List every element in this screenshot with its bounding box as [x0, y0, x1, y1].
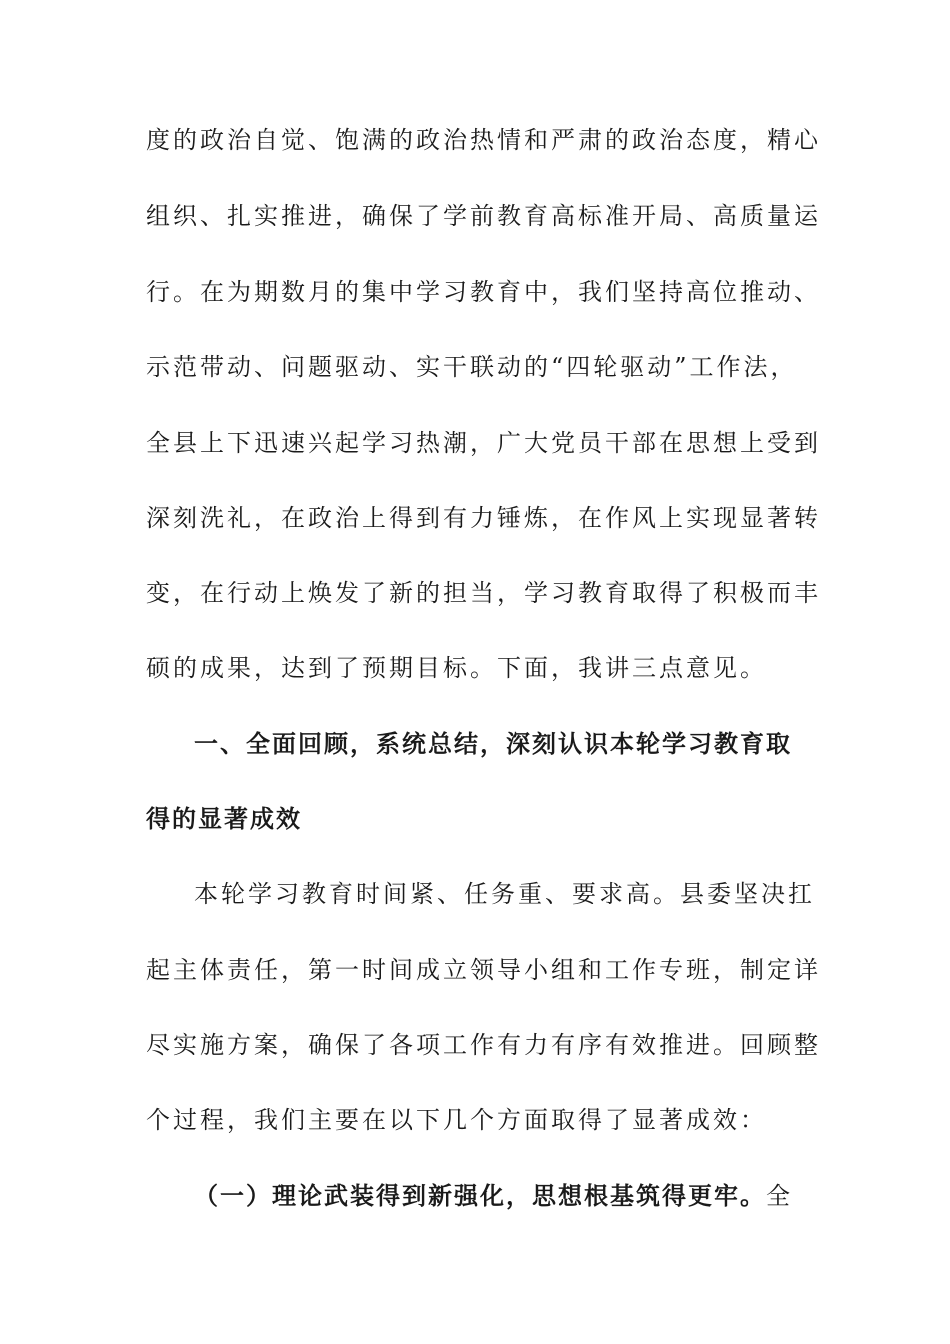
body-line: 尽实施方案，确保了各项工作有力有序有效推进。回顾整 — [146, 1031, 821, 1059]
body-line: 行。在为期数月的集中学习教育中，我们坚持高位推动、 — [146, 278, 821, 306]
body-line: 起主体责任，第一时间成立领导小组和工作专班，制定详 — [146, 956, 821, 984]
body-line: 度的政治自觉、饱满的政治热情和严肃的政治态度，精心 — [146, 126, 821, 154]
subheading-1-tail: 全 — [766, 1182, 793, 1210]
body-line: 全县上下迅速兴起学习热潮，广大党员干部在思想上受到 — [146, 429, 821, 457]
body-line: 本轮学习教育时间紧、任务重、要求高。县委坚决扛 — [194, 880, 815, 908]
subheading-1: （一）理论武装得到新强化，思想根基筑得更牢。 — [194, 1182, 766, 1210]
section-heading-1-cont: 得的显著成效 — [146, 805, 302, 833]
section-heading-1: 一、全面回顾，系统总结，深刻认识本轮学习教育取 — [194, 730, 792, 758]
body-line: 变，在行动上焕发了新的担当，学习教育取得了积极而丰 — [146, 579, 821, 607]
body-line: 个过程，我们主要在以下几个方面取得了显著成效： — [146, 1106, 767, 1134]
subheading-line — [194, 1180, 854, 1212]
body-line: 组织、扎实推进，确保了学前教育高标准开局、高质量运 — [146, 202, 821, 230]
body-line: 示范带动、问题驱动、实干联动的“四轮驱动”工作法， — [146, 353, 798, 381]
body-line: 深刻洗礼，在政治上得到有力锤炼，在作风上实现显著转 — [146, 504, 821, 532]
body-line: 硕的成果，达到了预期目标。下面，我讲三点意见。 — [146, 654, 767, 682]
